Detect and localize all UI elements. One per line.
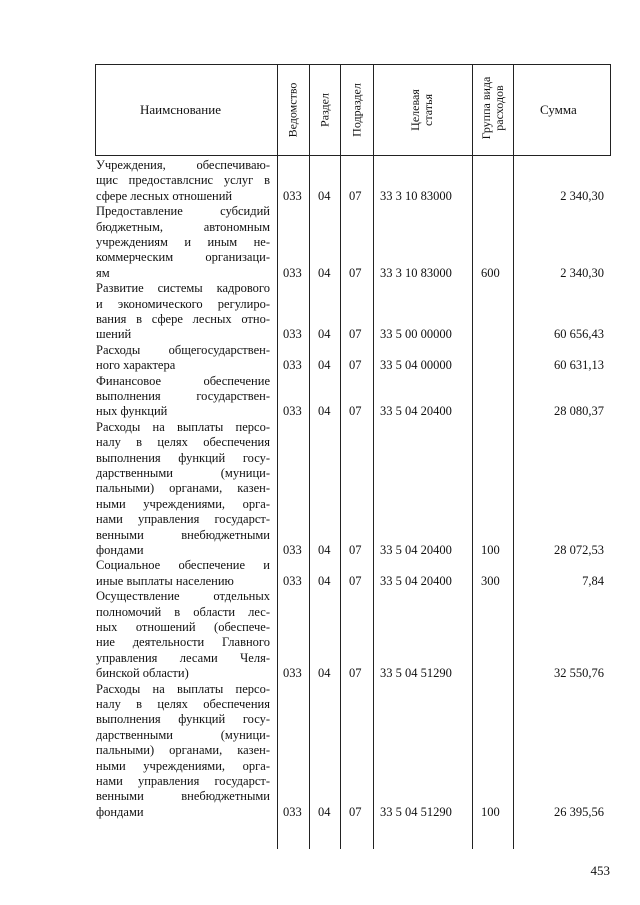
cell-name-line: Развитие системы кадрового [96, 281, 270, 296]
page-number: 453 [590, 863, 610, 878]
cell-dept: 033 [283, 327, 302, 342]
cell-subsection: 07 [349, 573, 362, 588]
cell-target: 33 3 10 83000 [380, 188, 452, 203]
cell-target: 33 5 04 00000 [380, 358, 452, 373]
header-target [409, 89, 435, 131]
cell-dept: 033 [283, 358, 302, 373]
cell-group: 100 [481, 804, 500, 819]
cell-section: 04 [318, 327, 331, 342]
cell-target: 33 5 04 51290 [380, 666, 452, 681]
cell-name-line: дарственными (муници- [96, 465, 270, 480]
cell-group: 100 [481, 543, 500, 557]
cell-sum: 28 072,53 [554, 543, 604, 557]
cell-dept: 033 [283, 573, 302, 588]
cell-name-line: нами управления государст- [96, 773, 270, 788]
col-divider-8 [610, 64, 611, 155]
cell-subsection: 07 [349, 265, 362, 280]
cell-section: 04 [318, 573, 331, 588]
cell-sum: 2 340,30 [560, 265, 604, 280]
cell-name-line: иные выплаты населению [96, 573, 234, 588]
cell-name-line: ние деятельности Главного [96, 635, 270, 650]
cell-name-line: пальными) органами, казен- [96, 743, 270, 758]
cell-name-line: нами управления государст- [96, 512, 270, 527]
header-target-line2: статья [421, 94, 435, 126]
cell-name-line: полномочий в области лес- [96, 604, 270, 619]
cell-name-line: Финансовое обеспечение [96, 373, 270, 388]
header-expense-group-line2: расходов [492, 85, 506, 131]
cell-section: 04 [318, 543, 331, 557]
cell-name-line: фондами [96, 804, 144, 819]
cell-name-line: фондами [96, 542, 144, 557]
cell-name-line: налу в целях обеспечения [96, 435, 270, 450]
table-top-border [95, 64, 611, 65]
cell-dept: 033 [283, 404, 302, 419]
cell-name-line: ных функций [96, 404, 168, 419]
header-section: Раздел [317, 93, 332, 127]
cell-name-line: выполнения функций госу- [96, 450, 270, 465]
cell-name-line: венными внебюджетными [96, 527, 270, 542]
cell-name [96, 682, 270, 821]
cell-name-line: бинской области) [96, 666, 189, 681]
cell-name-line: коммерческим организаци- [96, 250, 270, 265]
cell-name [96, 558, 270, 589]
cell-name-line: выполнения функций госу- [96, 712, 270, 727]
cell-dept: 033 [283, 543, 302, 557]
cell-name-line: вания в сфере лесных отно- [96, 311, 270, 326]
cell-sum: 2 340,30 [560, 188, 604, 203]
cell-name [96, 343, 270, 374]
col-divider-4 [340, 64, 341, 849]
cell-sum: 28 080,37 [554, 404, 604, 419]
cell-target: 33 5 04 51290 [380, 804, 452, 819]
cell-name-line: шений [96, 327, 132, 342]
cell-target: 33 5 04 20400 [380, 543, 452, 557]
cell-subsection: 07 [349, 666, 362, 681]
cell-name-line: управления лесами Челя- [96, 650, 270, 665]
cell-sum: 26 395,56 [554, 804, 604, 819]
cell-section: 04 [318, 666, 331, 681]
cell-section: 04 [318, 188, 331, 203]
header-target-line1: Целевая [408, 89, 422, 131]
cell-subsection: 07 [349, 404, 362, 419]
cell-name-line: сфере лесных отношений [96, 188, 233, 203]
cell-name-line: щис предоставлснис услуг в [96, 173, 270, 188]
cell-name-line: выполнения государствен- [96, 388, 270, 403]
cell-name-line: Расходы на выплаты персо- [96, 419, 270, 434]
cell-name-line: ными учреждениями, орга- [96, 496, 270, 511]
cell-name-line: бюджетным, автономным [96, 219, 270, 234]
header-sum: Сумма [540, 102, 577, 117]
header-name: Наимснование [140, 102, 221, 117]
cell-section: 04 [318, 804, 331, 819]
cell-subsection: 07 [349, 358, 362, 373]
header-bottom-border [95, 155, 611, 156]
cell-name-line: венными внебюджетными [96, 789, 270, 804]
cell-group: 600 [481, 265, 500, 280]
cell-section: 04 [318, 404, 331, 419]
cell-name [96, 281, 270, 343]
cell-dept: 033 [283, 265, 302, 280]
col-divider-3 [309, 64, 310, 849]
cell-target: 33 3 10 83000 [380, 265, 452, 280]
cell-name-line: Социальное обеспечение и [96, 558, 270, 573]
cell-name-line: Предоставление субсидий [96, 204, 270, 219]
cell-name-line: учреждениям и иным не- [96, 234, 270, 249]
header-subsection: Подраздел [349, 83, 364, 137]
header-expense-group-line1: Группа вида [479, 76, 493, 140]
cell-name-line: налу в целях обеспечения [96, 696, 270, 711]
cell-name [96, 158, 270, 204]
cell-name-line: ям [96, 265, 110, 280]
cell-subsection: 07 [349, 327, 362, 342]
cell-name [96, 420, 270, 559]
cell-section: 04 [318, 358, 331, 373]
cell-name [96, 204, 270, 281]
cell-sum: 60 656,43 [554, 327, 604, 342]
col-divider-7 [513, 64, 514, 849]
cell-name-line: дарственными (муници- [96, 727, 270, 742]
cell-group: 300 [481, 573, 500, 588]
cell-name-line: Осуществление отдельных [96, 589, 270, 604]
cell-subsection: 07 [349, 188, 362, 203]
cell-name-line: ных отношений (обеспече- [96, 619, 270, 634]
cell-sum: 60 631,13 [554, 358, 604, 373]
cell-subsection: 07 [349, 804, 362, 819]
cell-name-line: ными учреждениями, орга- [96, 758, 270, 773]
cell-subsection: 07 [349, 543, 362, 557]
col-divider-2 [277, 64, 278, 849]
cell-section: 04 [318, 265, 331, 280]
cell-sum: 32 550,76 [554, 666, 604, 681]
header-dept: Ведомство [285, 82, 300, 138]
cell-dept: 033 [283, 804, 302, 819]
cell-name [96, 589, 270, 681]
header-expense-group [480, 77, 506, 140]
cell-target: 33 5 04 20400 [380, 573, 452, 588]
col-divider-6 [472, 64, 473, 849]
col-divider-5 [373, 64, 374, 849]
cell-dept: 033 [283, 188, 302, 203]
cell-dept: 033 [283, 666, 302, 681]
cell-name-line: пальными) органами, казен- [96, 481, 270, 496]
col-divider-1 [95, 64, 96, 155]
cell-name-line: Расходы общегосударствен- [96, 342, 270, 357]
cell-name-line: Учреждения, обеспечиваю- [96, 158, 270, 172]
cell-name-line: Расходы на выплаты персо- [96, 681, 270, 696]
cell-target: 33 5 00 00000 [380, 327, 452, 342]
cell-name [96, 374, 270, 420]
cell-target: 33 5 04 20400 [380, 404, 452, 419]
cell-name-line: и экономического регулиро- [96, 296, 270, 311]
cell-sum: 7,84 [582, 573, 604, 588]
cell-name-line: ного характера [96, 358, 176, 373]
